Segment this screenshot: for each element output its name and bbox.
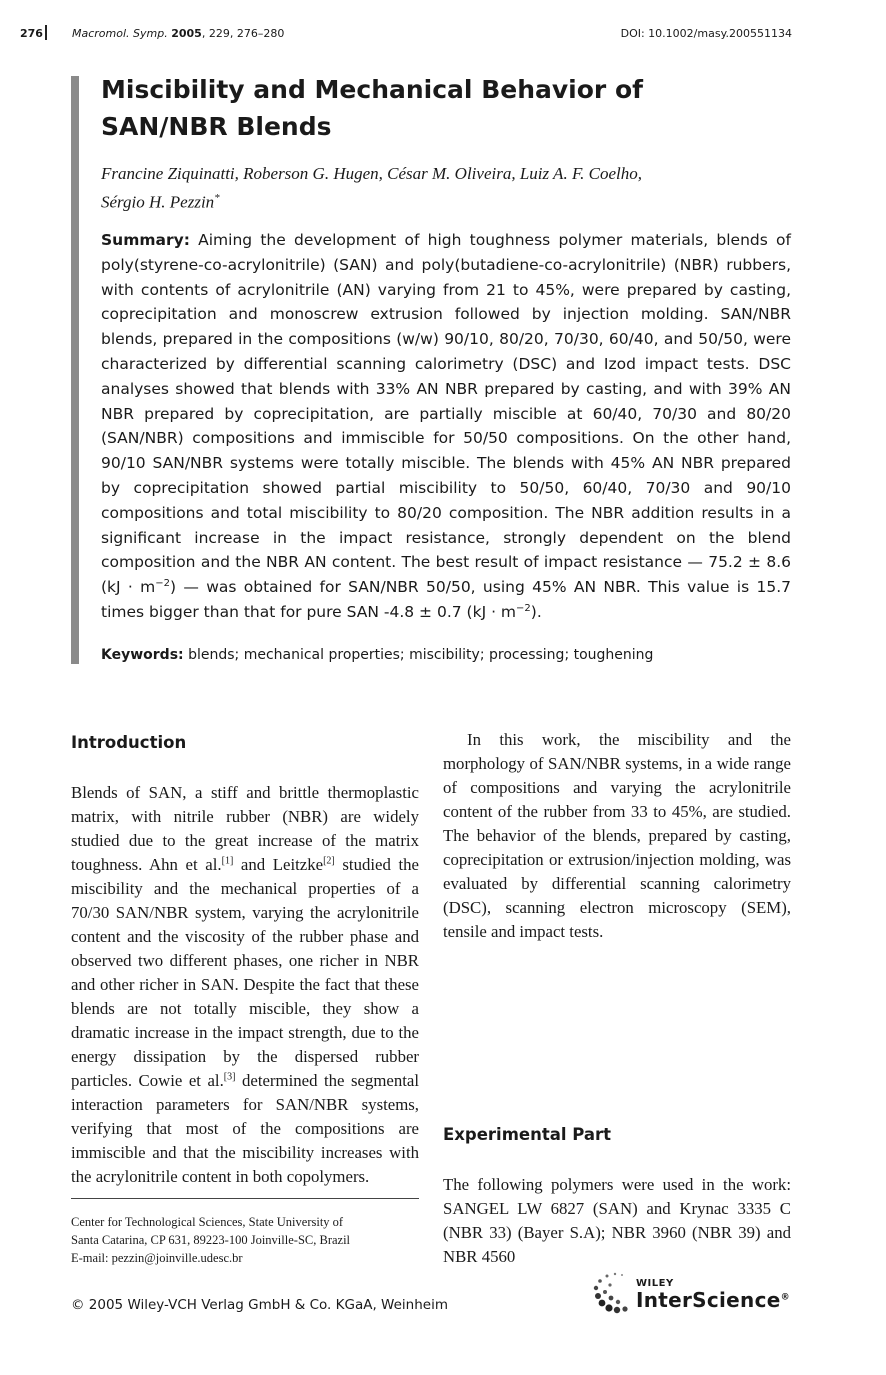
journal-pages: , 229, 276–280 [201,27,285,40]
summary-unit-exponent-1: −2 [155,578,171,589]
keywords-label: Keywords: [101,647,184,663]
author-list [101,161,791,215]
experimental-paragraph-1: The following polymers were used in the work: SANGEL LW 6827 (SAN) and Krynac 3335 C (NBR 33) (Bayer S.A); NBR 3960 (NBR 39) and NBR 4560 [443,1175,791,1266]
journal-citation [72,27,284,40]
doi: DOI: 10.1002/masy.200551134 [620,27,792,40]
header-divider [45,25,47,40]
keywords-text: blends; mechanical properties; miscibility; processing; toughening [183,647,654,663]
summary-text-3: ). [530,602,542,621]
intro-text-a: Blends of SAN, a stiff and brittle thermoplastic matrix, with nitrile rubber (NBR) are widely studied due to the great increase of the matrix toughness. Ahn et al. [71,783,419,874]
running-header [20,27,792,45]
abstract-summary [101,228,791,625]
summary-label: Summary: [101,231,190,249]
wiley-interscience-logo [588,1268,798,1318]
article-title [101,71,741,145]
introduction-column-1 [71,781,419,1195]
keywords [101,645,791,665]
intro-text-c: studied the miscibility and the mechanical properties of a 70/30 SAN/NBR system, varying the acrylonitrile content and the viscosity of the rubber phase and observed two different phases, one richer in NBR and other richer in SAN. Despite the fact that these blends are not totally miscible, they show a dramatic increase in the impact strength, due to the energy dissipation by the dispersed rubber particles. Cowie et al. [71,855,419,1090]
title-line-1: Miscibility and Mechanical Behavior of [101,75,643,104]
logo-interscience-text [636,1288,790,1312]
summary-text-2: ) — was obtained for SAN/NBR 50/50, using 45% AN NBR. This value is 15.7 times bigger than that for pure SAN -4.8 ± 0.7 (kJ · m [101,578,791,621]
citation-ref-1[interactable]: [1] [221,855,234,867]
citation-ref-2[interactable]: [2] [323,855,335,867]
journal-name: Macromol. Symp. [72,27,168,40]
introduction-column-2-overflow [443,733,791,1100]
introduction-paragraph-1 [71,781,419,1189]
experimental-heading: Experimental Part [443,1125,612,1144]
intro-text-b: and Leitzke [233,855,324,874]
summary-text-1: Aiming the development of high toughness polymer materials, blends of poly(styrene-co-acrylonitrile) (SAN) and poly(butadiene-co-acrylonitrile) (NBR) rubbers, with contents of acrylonitrile (AN) varying from 21 to 45%, were prepared by casting, coprecipitation and monoscrew extrusion followed by injection molding. SAN/NBR blends, prepared in the compositions (w/w) 90/10, 80/20, 70/30, 60/40, and 50/50, were characterized by differential scanning calorimetry (DSC) and Izod impact tests. DSC analyses showed that blends with 33% AN NBR prepared by casting, and with 39% AN NBR prepared by coprecipitation, are partially miscible at 60/40, 70/30 and 80/20 (SAN/NBR) compositions and immiscible for 50/50 compositions. On the other hand, 90/10 SAN/NBR systems were totally miscible. The blends with 45% AN NBR prepared by coprecipitation showed partial miscibility to 50/50, 60/40, 70/30 and 90/10 compositions and total miscibility to 80/20 composition. The NBR addition results in a significant increase in the impact resistance, strongly dependent on the blend composition and the NBR AN content. The best result of impact resistance — 75.2 ± 8.6 (kJ · m [101,231,791,597]
affiliation-footnote [71,1213,423,1267]
journal-year: 2005 [171,27,202,40]
footnote-line-1: Center for Technological Sciences, State University of [71,1215,344,1229]
citation-ref-3[interactable]: [3] [223,1071,236,1083]
footnote-rule [71,1198,419,1199]
interscience-swirl-icon [588,1268,640,1316]
title-line-2: SAN/NBR Blends [101,112,332,141]
abstract-side-rule [71,76,79,664]
corresponding-author-mark: * [214,192,220,204]
interscience-word: InterScience [636,1288,781,1312]
intro-text-d: determined the segmental interaction parameters for SAN/NBR systems, verifying that most of the compositions are immiscible and that the miscibility increases with the acrylonitrile content in both copolymers. [71,1071,419,1186]
introduction-paragraph-2: In this work, the miscibility and the morphology of SAN/NBR systems, in a wide range of compositions and varying the acrylonitrile content of the rubber from 33 to 45%, are studied. The behavior of the blends, prepared by casting, coprecipitation or extrusion/injection molding, was evaluated by differential scanning calorimetry (DSC), scanning electron microscopy (SEM), tensile and impact tests. [443,733,791,941]
registered-mark: ® [780,1292,790,1303]
introduction-heading: Introduction [71,733,187,752]
logo-wiley-text: WILEY [636,1278,674,1289]
footnote-line-2: Santa Catarina, CP 631, 89223-100 Joinville-SC, Brazil [71,1233,351,1247]
copyright-notice: © 2005 Wiley-VCH Verlag GmbH & Co. KGaA, Weinheim [71,1297,448,1313]
page-number: 276 [20,27,43,40]
authors-line-2: Sérgio H. Pezzin [101,192,215,212]
footnote-email[interactable]: E-mail: pezzin@joinville.udesc.br [71,1251,243,1265]
authors-line-1: Francine Ziquinatti, Roberson G. Hugen, César M. Oliveira, Luiz A. F. Coelho, [101,164,642,183]
experimental-column [443,1173,791,1269]
summary-unit-exponent-2: −2 [516,602,531,614]
